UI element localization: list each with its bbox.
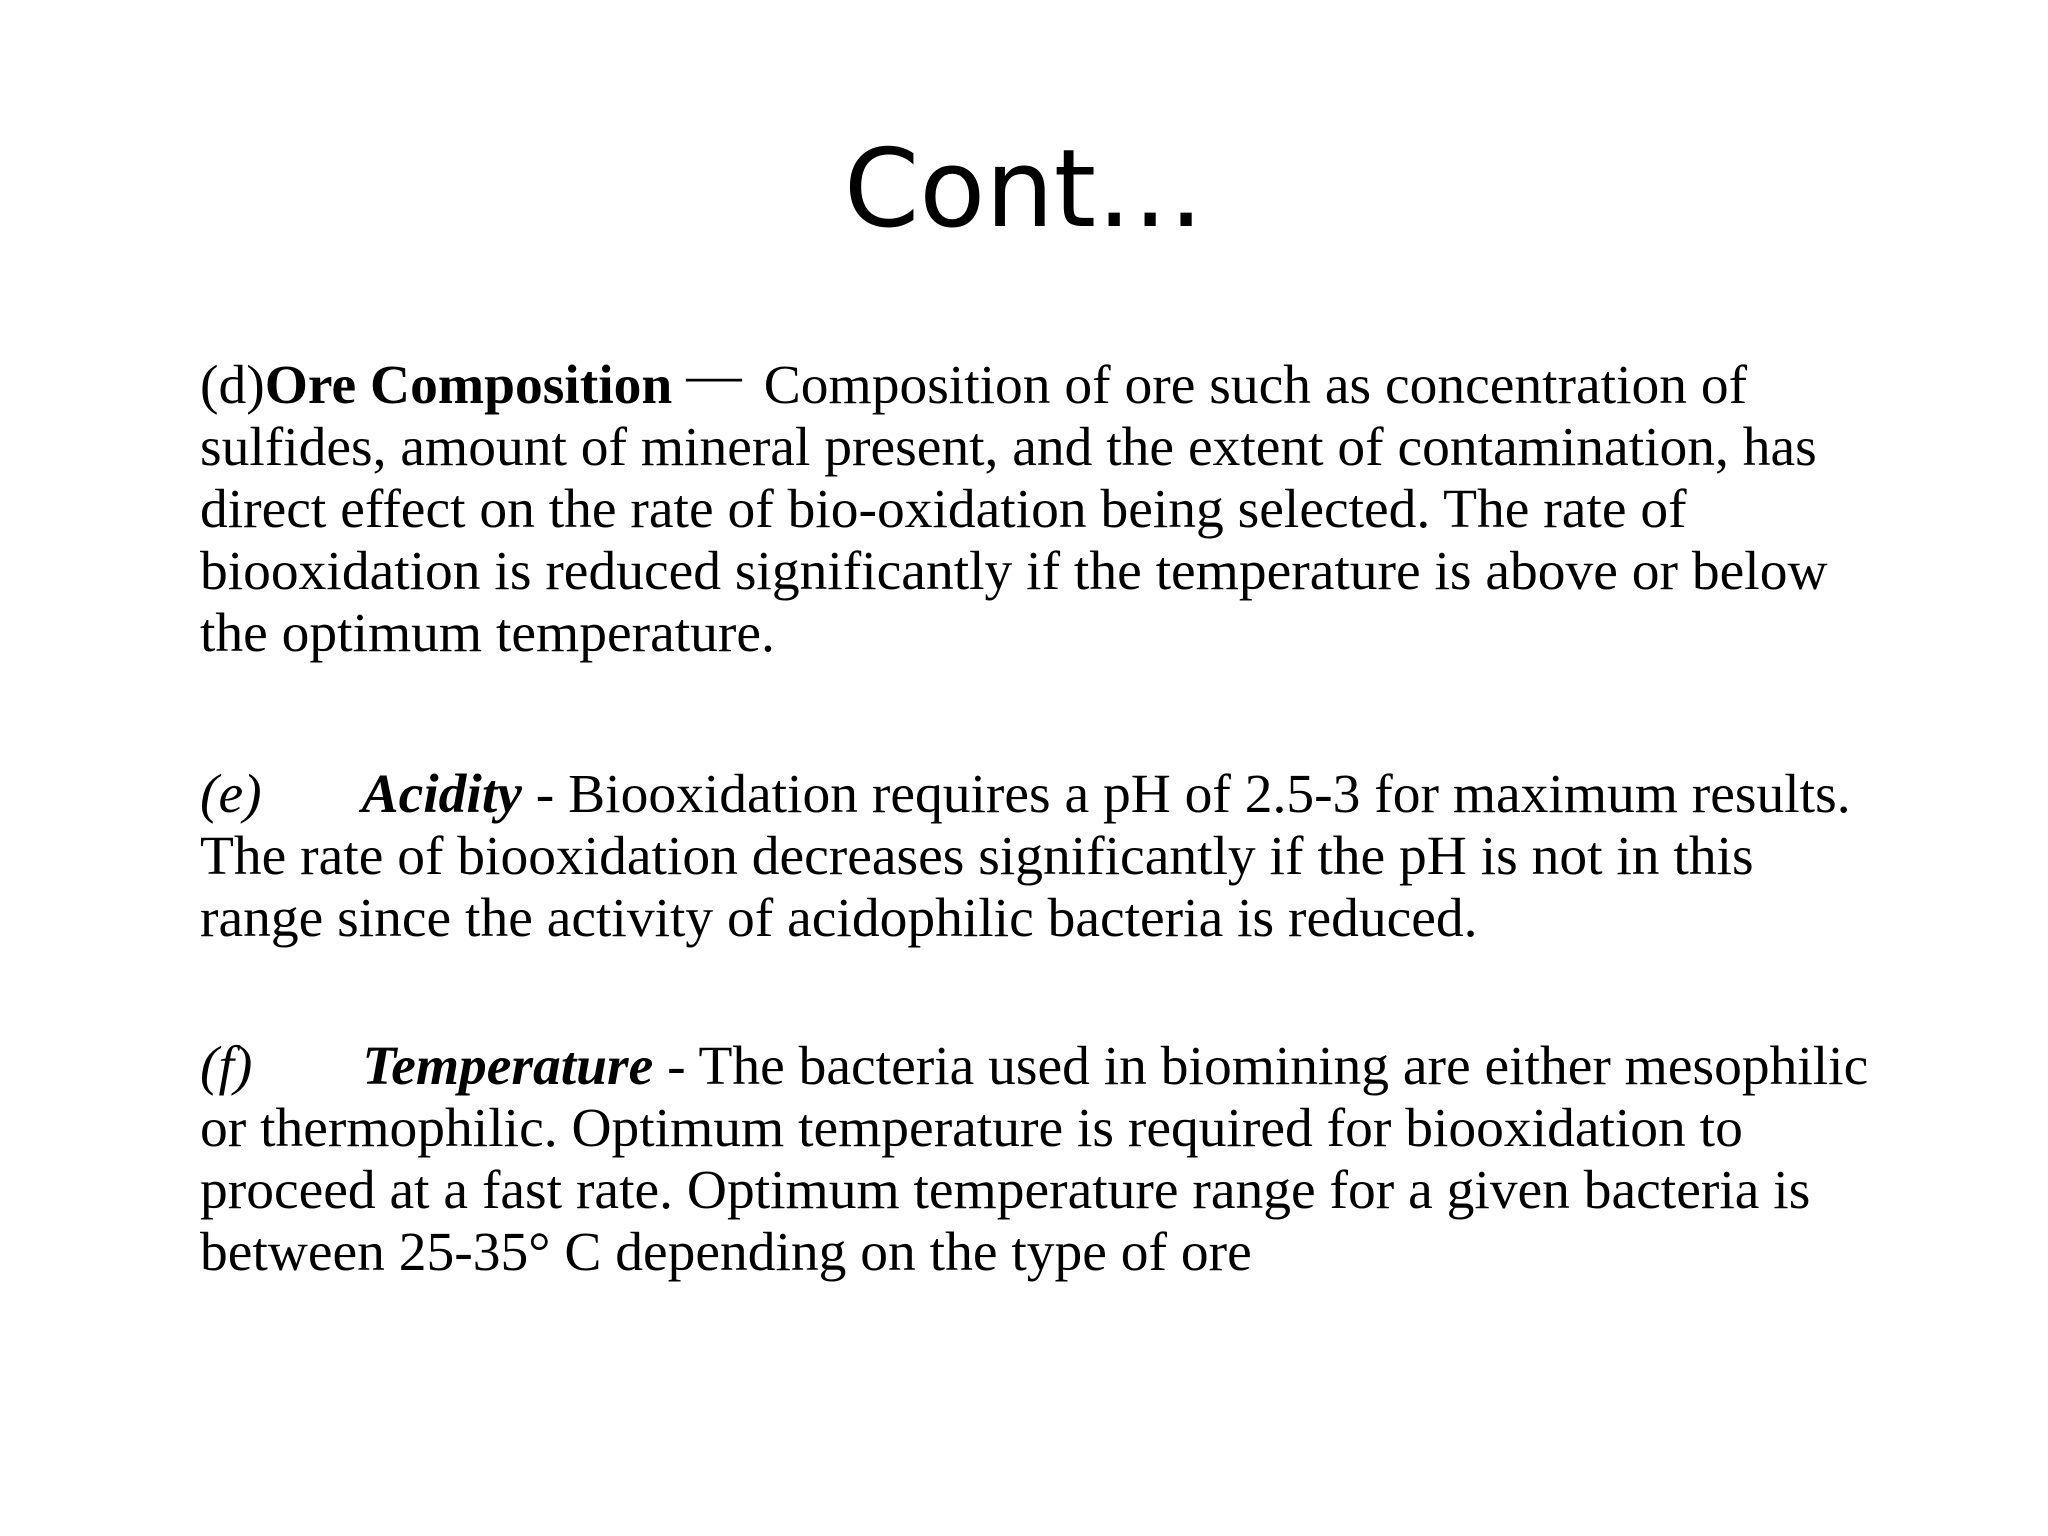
paragraph-line: The rate of biooxidation decreases significantly if the pH is not in this: [200, 826, 1754, 887]
paragraph-text: - The bacteria used in biomining are either mesophilic: [653, 1036, 1869, 1097]
paragraph-line: sulfides, amount of mineral present, and the extent of contamination, has: [200, 417, 1817, 478]
slide-title: Cont…: [843, 127, 1205, 252]
paragraph-line: [200, 764, 1920, 826]
item-marker: (d): [200, 355, 265, 416]
paragraph-text: - Biooxidation requires a pH of 2.5-3 for maximum results.: [521, 764, 1851, 825]
paragraph-line: proceed at a fast rate. Optimum temperature range for a given bacteria is: [200, 1160, 1811, 1221]
paragraph-line: or thermophilic. Optimum temperature is required for biooxidation to: [200, 1098, 1743, 1159]
item-marker: (f): [200, 1036, 253, 1097]
term-heading: Acidity: [361, 764, 522, 825]
paragraph-line: the optimum temperature.: [200, 603, 775, 664]
item-marker: (e): [200, 764, 262, 825]
paragraph-temperature: [200, 1036, 1920, 1284]
paragraph-line: [200, 345, 1920, 417]
paragraph-text: Composition of ore such as concentration of: [763, 355, 1748, 416]
paragraph-line: [200, 1036, 1920, 1098]
term-heading: Temperature: [362, 1036, 654, 1097]
paragraph-line: direct effect on the rate of bio-oxidation being selected. The rate of: [200, 479, 1687, 540]
paragraph-line: between 25-35° C depending on the type of ore: [200, 1222, 1252, 1283]
paragraph-ore-composition: [200, 345, 1920, 665]
paragraph-acidity: [200, 764, 1920, 950]
separator-dash: —: [686, 345, 742, 406]
paragraph-line: range since the activity of acidophilic bacteria is reduced.: [200, 888, 1478, 949]
paragraph-line: biooxidation is reduced significantly if the temperature is above or below: [200, 541, 1828, 602]
term-heading: Ore Composition: [264, 355, 673, 416]
